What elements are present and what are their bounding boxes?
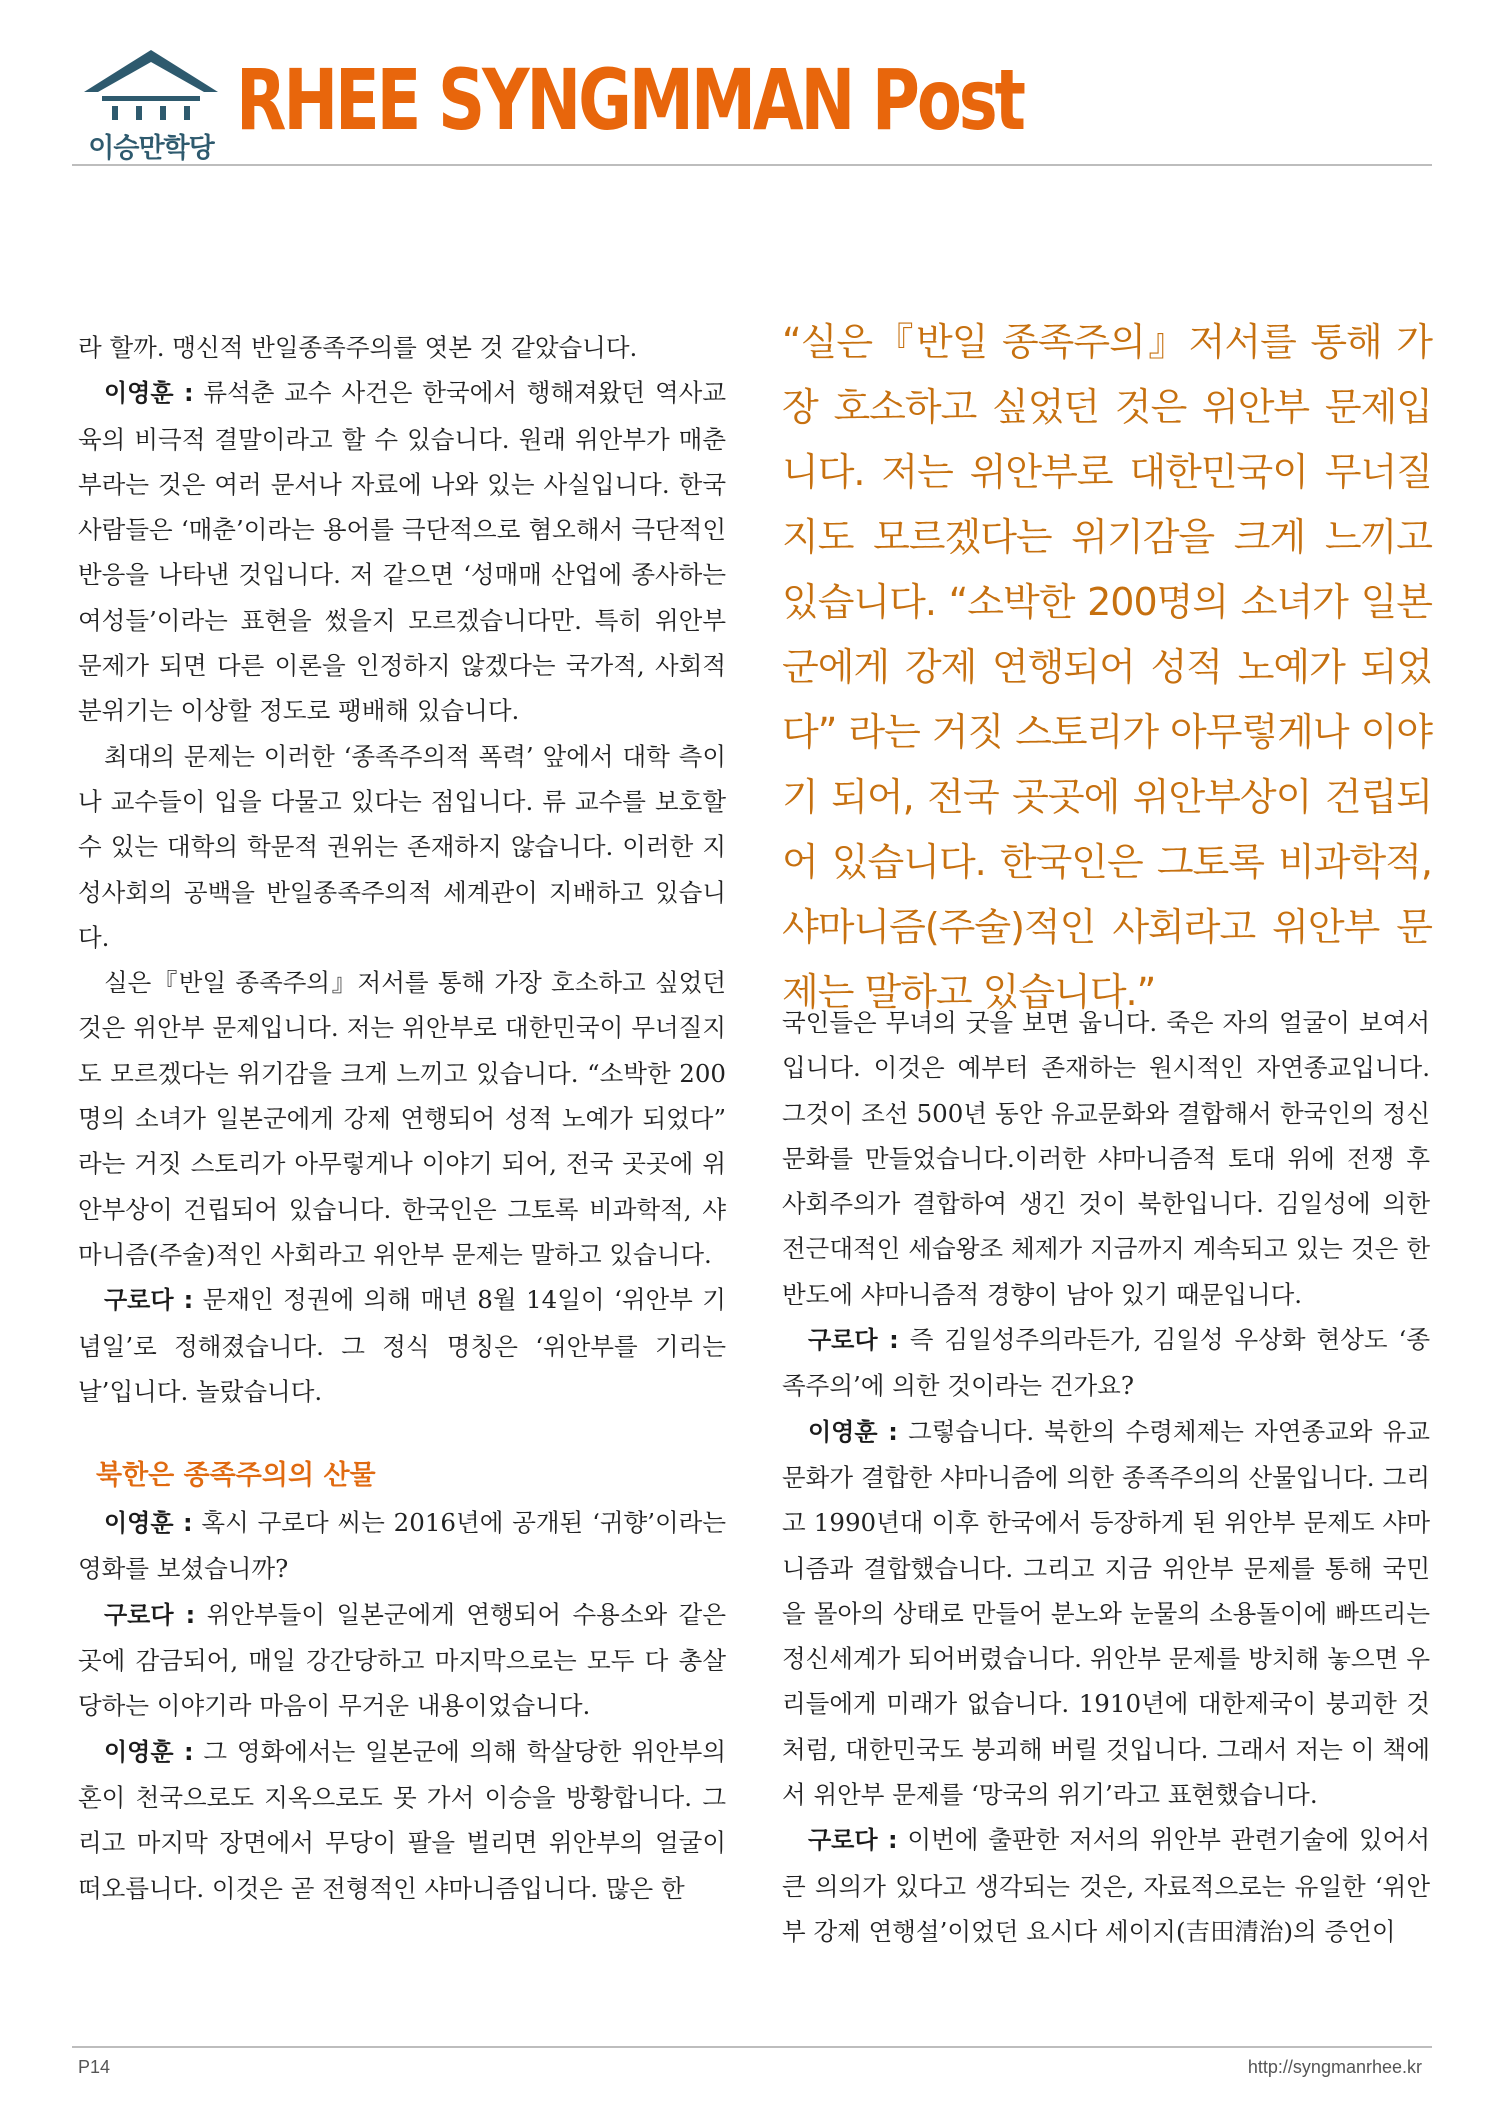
speaker-label: 구로다 :	[104, 1600, 196, 1629]
paragraph-text: 위안부들이 일본군에게 연행되어 수용소와 같은 곳에 감금되어, 매일 강간당하고 마지막으로는 모두 다 총살당하는 이야기라 마음이 무거운 내용이었습니다.	[78, 1599, 726, 1721]
speaker-label: 이영훈 :	[104, 1737, 194, 1766]
paragraph-text: 즉 김일성주의라든가, 김일성 우상화 현상도 ‘종족주의’에 의한 것이라는 건가요?	[782, 1325, 1430, 1401]
footer-url[interactable]: http://syngmanrhee.kr	[1247, 2057, 1422, 2077]
paragraph	[78, 370, 726, 733]
academy-house-icon	[80, 46, 222, 126]
paragraph	[78, 1592, 726, 1729]
masthead	[72, 40, 1432, 166]
pull-quote: “실은『반일 종족주의』저서를 통해 가장 호소하고 싶었던 것은 위안부 문제입니다. 저는 위안부로 대한민국이 무너질지도 모르겠다는 위기감을 크게 느끼고 있습니다. “소박한 200명의 소녀가 일본군에게 강제 연행되어 성적 노예가 되었다” 라는 거짓 스토리가 아무렇게나 이야기 되어, 전국 곳곳에 위안부상이 건립되어 있습니다. 한국인은 그토록 비과학적, 샤마니즘(주술)적인 사회라고 위안부 문제는 말하고 있습니다.”	[782, 320, 1432, 1014]
logo-text: 이승만학당	[88, 133, 214, 164]
paragraph	[78, 1500, 726, 1592]
paragraph: 국인들은 무녀의 굿을 보면 웁니다. 죽은 자의 얼굴이 보여서입니다. 이것은 예부터 존재하는 원시적인 자연종교입니다. 그것이 조선 500년 동안 유교문화와 결합해서 한국인의 정신문화를 만들었습니다.이러한 샤마니즘적 토대 위에 전쟁 후 사회주의가 결합하여 생긴 것이 북한입니다. 김일성에 의한 전근대적인 세습왕조 체제가 지금까지 계속되고 있는 것은 한반도에 샤마니즘적 경향이 남아 있기 때문입니다.	[782, 1008, 1430, 1309]
paragraph	[782, 1817, 1430, 1954]
paragraph: 최대의 문제는 이러한 ‘종족주의적 폭력’ 앞에서 대학 측이나 교수들이 입을 다물고 있다는 점입니다. 류 교수를 보호할 수 있는 대학의 학문적 권위는 존재하지 않습니다. 이러한 지성사회의 공백을 반일종족주의적 세계관이 지배하고 있습니다.	[78, 741, 726, 952]
paragraph	[78, 1277, 726, 1414]
paragraph: 라 할까. 맹신적 반일종족주의를 엿본 것 같았습니다.	[78, 333, 638, 362]
paragraph-text: 그렇습니다. 북한의 수령체제는 자연종교와 유교문화가 결합한 샤마니즘에 의한 종족주의의 산물입니다. 그리고 1990년대 이후 한국에서 등장하게 된 위안부 문제도 샤마니즘과 결합했습니다. 그리고 지금 위안부 문제를 통해 국민을 몰아의 상태로 만들어 분노와 눈물의 소용돌이에 빠뜨리는 정신세계가 되어버렸습니다. 위안부 문제를 방치해 놓으면 우리들에게 미래가 없습니다. 1910년에 대한제국이 붕괴한 것처럼, 대한민국도 붕괴해 버릴 것입니다. 그래서 저는 이 책에서 위안부 문제를 ‘망국의 위기’라고 표현했습니다.	[782, 1416, 1430, 1810]
speaker-label: 이영훈 :	[104, 1509, 193, 1538]
right-column	[782, 1000, 1430, 1954]
left-column	[78, 325, 726, 1911]
paragraph-text: 이번에 출판한 저서의 위안부 관련기술에 있어서 큰 의의가 있다고 생각되는 것은, 자료적으로는 유일한 ‘위안부 강제 연행설’이었던 요시다 세이지(吉田清治)의 증언이	[782, 1825, 1430, 1946]
paragraph-text: 문재인 정권에 의해 매년 8월 14일이 ‘위안부 기념일’로 정해졌습니다. 그 정식 명칭은 ‘위안부를 기리는 날’입니다. 놀랐습니다.	[78, 1285, 726, 1406]
paragraph	[78, 1729, 726, 1911]
speaker-label: 구로다 :	[808, 1326, 899, 1355]
page-number: P14	[78, 2057, 111, 2077]
speaker-label: 이영훈 :	[104, 379, 194, 408]
footer-divider	[72, 2046, 1432, 2048]
header-divider	[72, 164, 1432, 166]
speaker-label: 구로다 :	[808, 1826, 898, 1855]
paragraph-text: 그 영화에서는 일본군에 의해 학살당한 위안부의 혼이 천국으로도 지옥으로도 못 가서 이승을 방황합니다. 그리고 마지막 장면에서 무당이 팔을 벌리면 위안부의 얼굴이 떠오릅니다. 이것은 곧 전형적인 샤마니즘입니다. 많은 한	[78, 1736, 726, 1903]
paragraph	[782, 1317, 1430, 1409]
paragraph-text: 혹시 구로다 씨는 2016년에 공개된 ‘귀향’이라는 영화를 보셨습니까?	[78, 1508, 726, 1584]
paragraph: 실은『반일 종족주의』저서를 통해 가장 호소하고 싶었던 것은 위안부 문제입니다. 저는 위안부로 대한민국이 무너질지도 모르겠다는 위기감을 크게 느끼고 있습니다. “소박한 200명의 소녀가 일본군에게 강제 연행되어 성적 노예가 되었다” 라는 거짓 스토리가 아무렇게나 이야기 되어, 전국 곳곳에 위안부상이 건립되어 있습니다. 한국인은 그토록 비과학적, 샤마니즘(주술)적인 사회라고 위안부 문제는 말하고 있습니다.	[78, 968, 726, 1269]
logo	[72, 46, 230, 164]
speaker-label: 이영훈 :	[808, 1417, 898, 1446]
paragraph	[782, 1409, 1430, 1818]
speaker-label: 구로다 :	[104, 1286, 194, 1315]
publication-title: RHEE SYNGMMAN Post	[236, 51, 1023, 149]
paragraph-text: 류석춘 교수 사건은 한국에서 행해져왔던 역사교육의 비극적 결말이라고 할 수 있습니다. 원래 위안부가 매춘부라는 것은 여러 문서나 자료에 나와 있는 사실입니다. 한국 사람들은 ‘매춘’이라는 용어를 극단적으로 혐오해서 극단적인 반응을 나타낸 것입니다. 저 같으면 ‘성매매 산업에 종사하는 여성들’이라는 표현을 썼을지 모르겠습니다만. 특히 위안부 문제가 되면 다른 이론을 인정하지 않겠다는 국가적, 사회적 분위기는 이상할 정도로 팽배해 있습니다.	[78, 378, 726, 726]
section-heading: 북한은 종족주의의 산물	[96, 1460, 376, 1492]
